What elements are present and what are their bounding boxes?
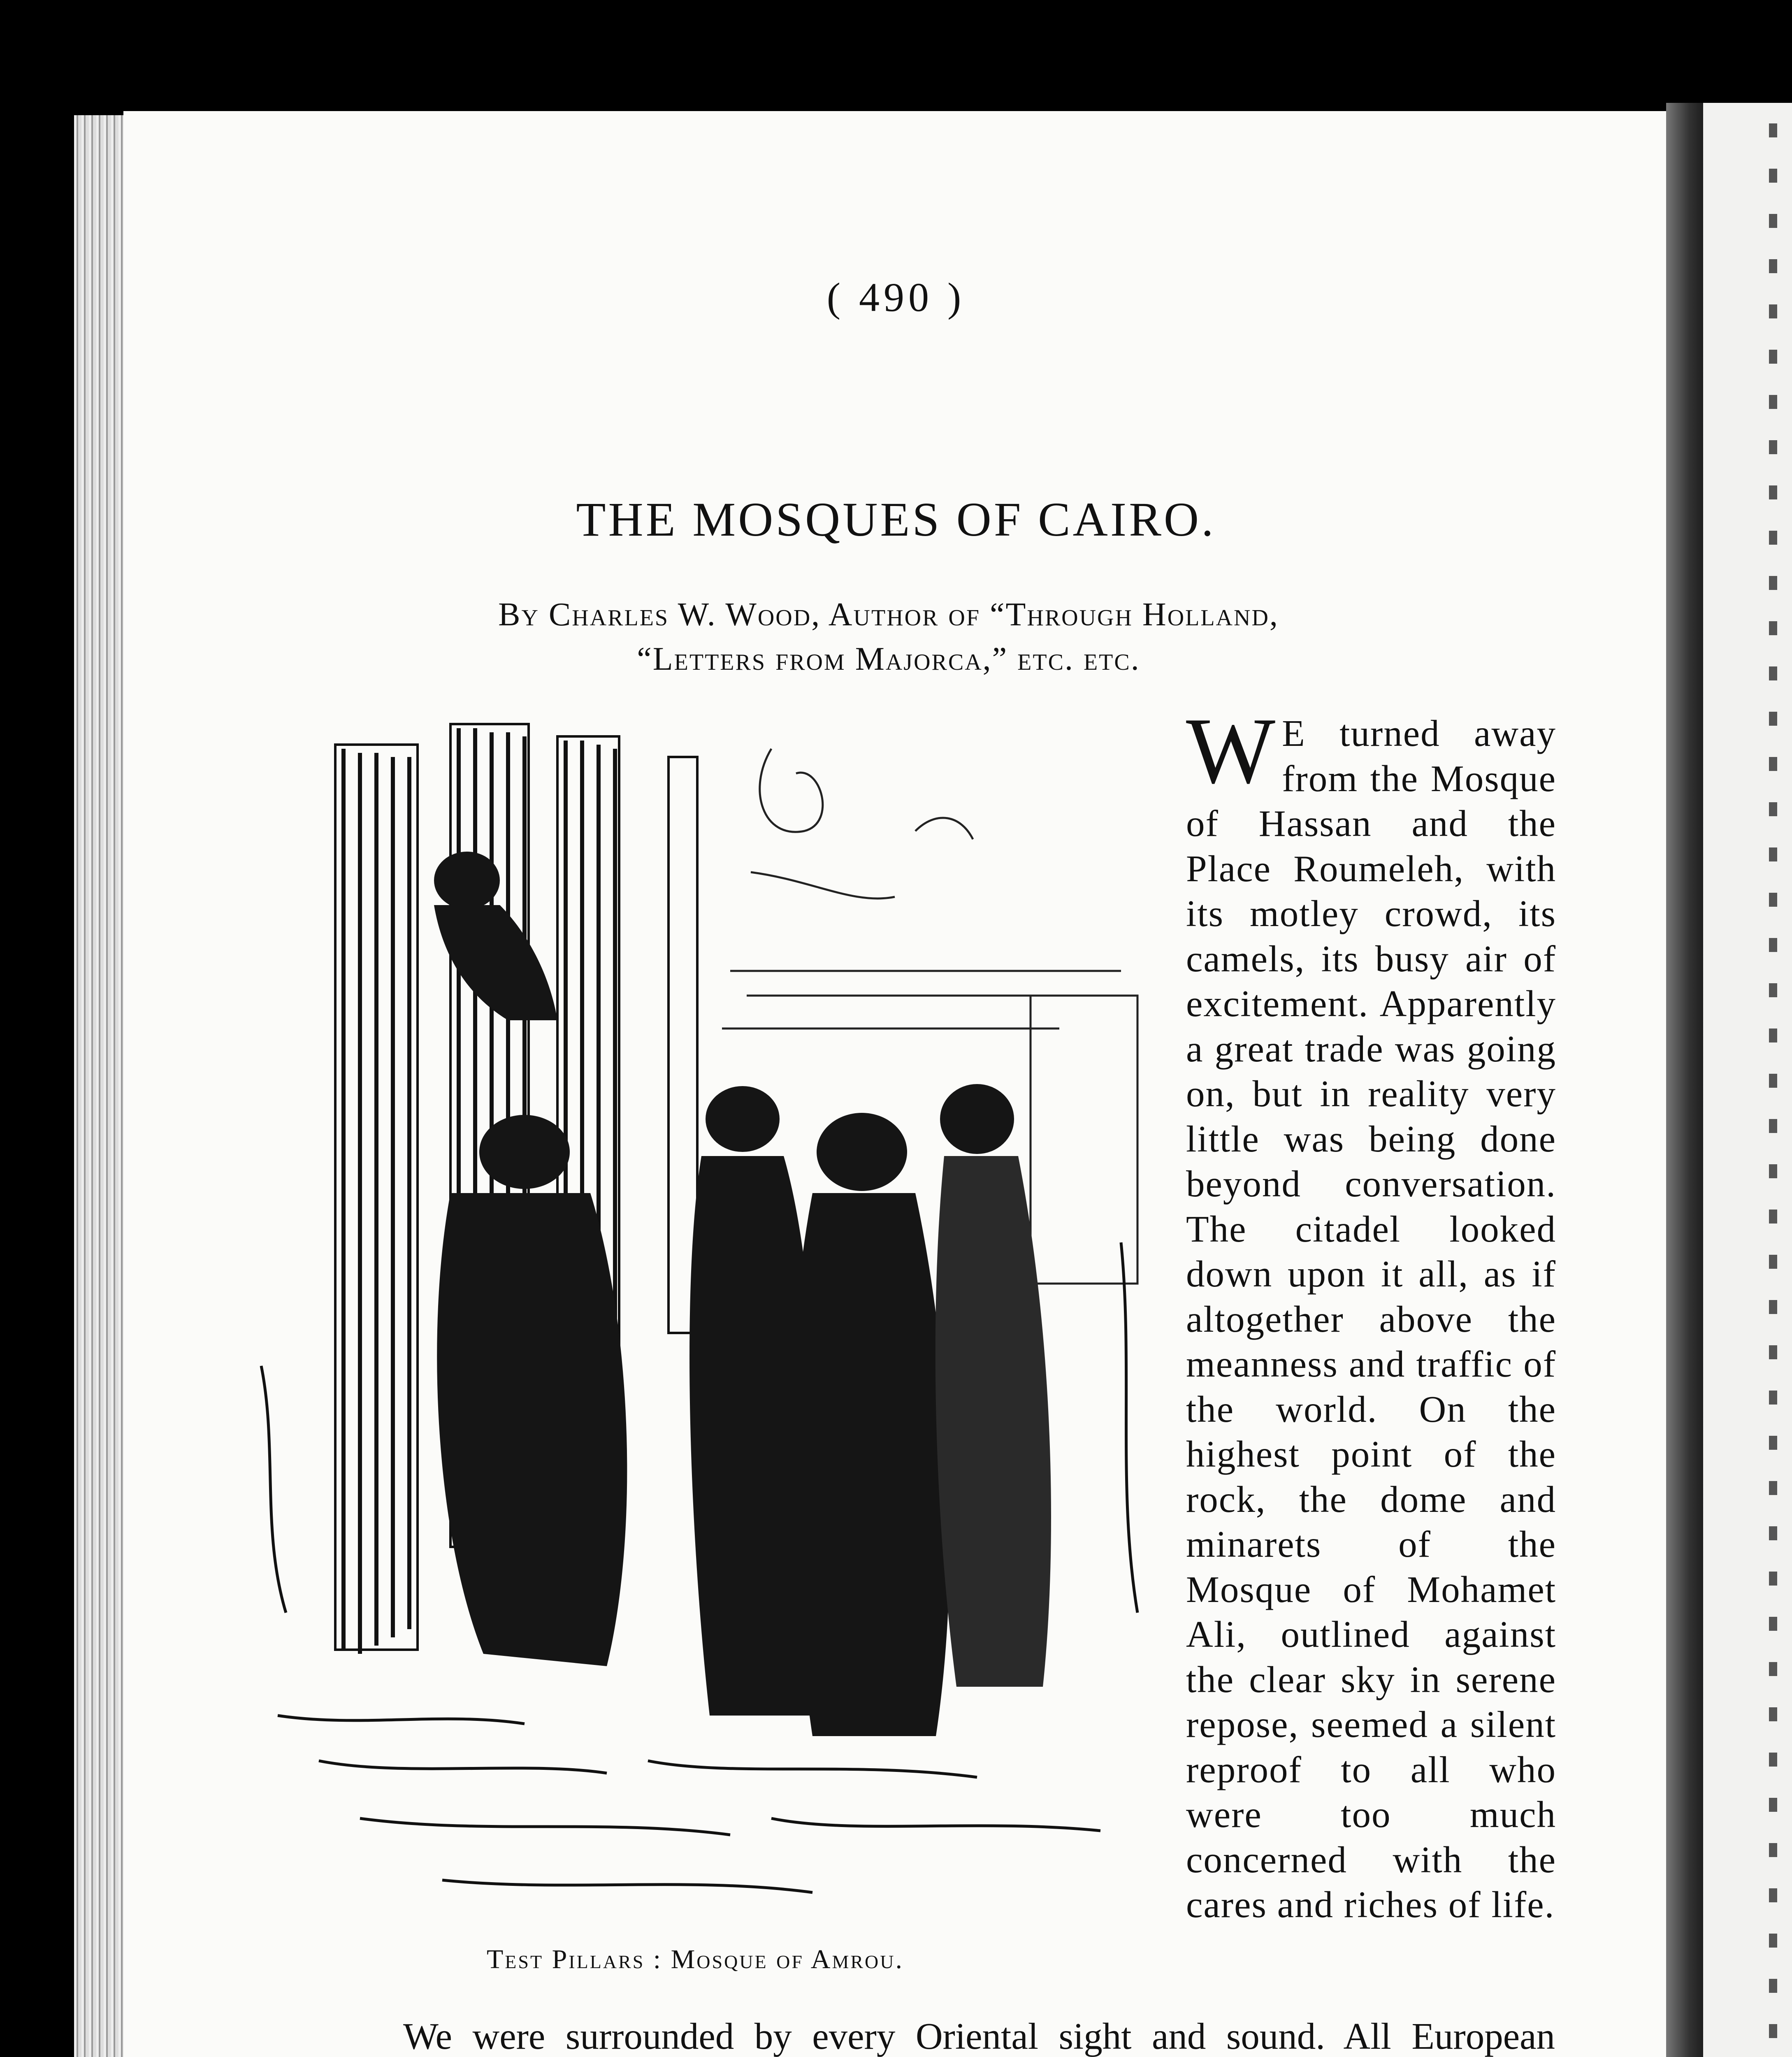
side-column-paragraph: E turned away from the Mosque of Hassan and the Place Roumeleh, with its motley crowd, its camels, its busy air of excitement. Apparently a great trade was going on, but in reality very little was being done beyond conversation. The citadel looked down upon it all, as if altogether above the meanness and traffic of the world. On the highest point of the rock, the dome and minarets of the Mosque of Mohamet Ali, outlined against the clear sky in serene repose, seemed a silent reproof to all who were too much concerned with the cares and riches of life. — [1186, 713, 1556, 1925]
body-paragraph: We were surrounded by every Oriental sight and sound. All European — [403, 2015, 1555, 2057]
article-byline — [230, 592, 1547, 681]
figures-group — [434, 852, 1051, 1736]
page-number: ( 490 ) — [826, 274, 966, 320]
article-title: THE MOSQUES OF CAIRO. — [576, 492, 1216, 546]
illustration-caption: Test Pillars : Mosque of Amrou. — [486, 1944, 904, 1974]
facing-page-text-marks — [1769, 123, 1777, 2057]
byline-line-2: “Letters from Majorca,” etc. etc. — [637, 641, 1140, 677]
engraving-illustration — [237, 708, 1158, 1938]
drop-cap: W — [1186, 698, 1276, 803]
side-column-text — [1186, 698, 1556, 1927]
byline-line-1: By Charles W. Wood, Author of “Through Holland, — [498, 597, 1279, 633]
facing-page-edge — [1703, 103, 1792, 2057]
